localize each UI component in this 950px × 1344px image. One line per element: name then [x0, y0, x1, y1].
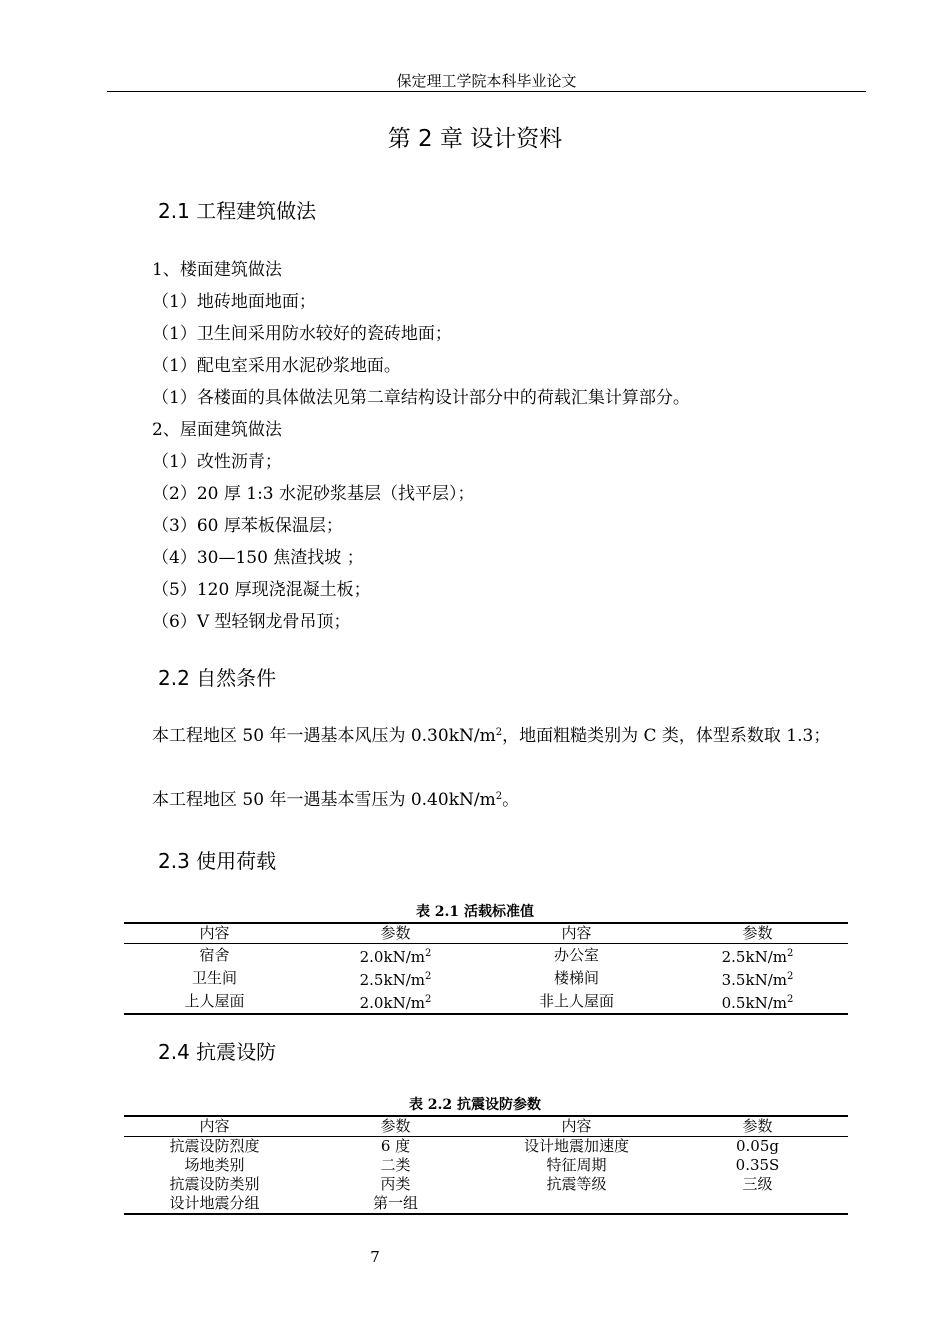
- table-header-cell: 内容: [124, 1116, 305, 1137]
- list-item: （6）V 型轻钢龙骨吊顶；: [152, 612, 351, 632]
- list-item: （5）120 厚现浇混凝土板；: [152, 580, 371, 600]
- table-caption-2-2: 表 2.2 抗震设防参数: [408, 1097, 542, 1113]
- list-item: （4）30—150 焦渣找坡 ；: [152, 548, 364, 568]
- chapter-title: 第 2 章 设计资料: [387, 126, 563, 152]
- value: 0.5kN/m: [721, 994, 787, 1012]
- list-item: 2、屋面建筑做法: [152, 420, 282, 440]
- table-cell: 0.35S: [735, 1156, 780, 1174]
- snow-unit-sup: 2: [495, 791, 503, 802]
- snow-text-b: 。: [502, 790, 520, 810]
- table-row: [124, 1194, 848, 1214]
- section-title-2-3: 2.3 使用荷载: [158, 849, 277, 873]
- unit-sup: 2: [424, 948, 432, 959]
- value: 2.5kN/m: [721, 948, 787, 966]
- table-row: [124, 1156, 848, 1175]
- wind-pressure-paragraph: [113, 717, 861, 752]
- unit-sup: 2: [424, 994, 432, 1005]
- value: 2.5kN/m: [359, 971, 425, 989]
- table-cell: [667, 944, 848, 968]
- table-header-cell: 内容: [486, 1116, 667, 1137]
- table-cell: 0.05g: [735, 1137, 779, 1155]
- table-cell: 二类: [380, 1156, 411, 1174]
- table-cell: 场地类别: [184, 1156, 245, 1174]
- table-header-cell: 参数: [305, 923, 486, 944]
- table-cell: 抗震等级: [546, 1175, 607, 1193]
- table-cell: 非上人屋面: [538, 992, 614, 1010]
- wind-text-b: ，地面粗糙类别为 C 类，体型系数取 1.3；: [502, 726, 831, 746]
- table-cell: 抗震设防烈度: [169, 1137, 260, 1155]
- value: 2.0kN/m: [359, 994, 425, 1012]
- section-title-2-2: 2.2 自然条件: [158, 666, 277, 690]
- table-header-cell: 内容: [486, 923, 667, 944]
- unit-sup: 2: [786, 994, 794, 1005]
- table-cell: 宿舍: [199, 946, 230, 964]
- table-cell: 设计地震加速度: [523, 1137, 629, 1155]
- value: 2.0kN/m: [359, 948, 425, 966]
- table-cell: 三级: [742, 1175, 773, 1193]
- list-item: （2）20 厚 1:3 水泥砂浆基层（找平层）；: [152, 484, 475, 504]
- table-caption-2-1: 表 2.1 活载标准值: [415, 904, 535, 920]
- section-title-2-1: 2.1 工程建筑做法: [158, 199, 317, 223]
- table-cell: 卫生间: [191, 969, 237, 987]
- list-item: （3）60 厚苯板保温层；: [152, 516, 343, 536]
- table-cell: [667, 1194, 848, 1214]
- snow-pressure-paragraph: [113, 781, 861, 816]
- table-header-cell: 参数: [667, 923, 848, 944]
- table-cell: 上人屋面: [184, 992, 245, 1010]
- table-cell: [305, 990, 486, 1014]
- table-cell: 丙类: [380, 1175, 411, 1193]
- table-row: [124, 944, 848, 968]
- list-item: （1）卫生间采用防水较好的瓷砖地面；: [152, 324, 452, 344]
- table-cell: 办公室: [553, 946, 599, 964]
- value: 3.5kN/m: [721, 971, 787, 989]
- table-cell: 第一组: [372, 1194, 418, 1212]
- list-item: 1、楼面建筑做法: [152, 260, 282, 280]
- table-header-row: [124, 923, 848, 944]
- list-item: （1）配电室采用水泥砂浆地面。: [152, 356, 401, 376]
- table-row: [124, 990, 848, 1014]
- table-row: [124, 1137, 848, 1157]
- table-header-cell: 参数: [305, 1116, 486, 1137]
- table-row: [124, 1175, 848, 1194]
- table-header-cell: 内容: [124, 923, 305, 944]
- table-header-cell: 参数: [667, 1116, 848, 1137]
- table-row: [124, 967, 848, 990]
- table-cell: [667, 990, 848, 1014]
- unit-sup: 2: [786, 971, 794, 982]
- table-cell: 抗震设防类别: [169, 1175, 260, 1193]
- section-title-2-4: 2.4 抗震设防: [158, 1040, 277, 1064]
- unit-sup: 2: [786, 948, 794, 959]
- wind-unit-sup: 2: [495, 727, 503, 738]
- table-cell: 设计地震分组: [169, 1194, 260, 1212]
- seismic-table: [124, 1115, 848, 1215]
- table-cell: 特征周期: [546, 1156, 607, 1174]
- table-cell: [667, 967, 848, 990]
- table-cell: [486, 1194, 667, 1214]
- table-header-row: [124, 1116, 848, 1137]
- table-cell: [305, 944, 486, 968]
- live-load-table: [124, 922, 848, 1015]
- wind-text-a: 本工程地区 50 年一遇基本风压为 0.30kN/m: [152, 726, 496, 746]
- list-item: （1）地砖地面地面；: [152, 292, 316, 312]
- page-header: 保定理工学院本科毕业论文: [107, 70, 866, 92]
- snow-text-a: 本工程地区 50 年一遇基本雪压为 0.40kN/m: [152, 790, 496, 810]
- page-number: 7: [370, 1248, 380, 1266]
- table-cell: 楼梯间: [553, 969, 599, 987]
- list-item: （1）改性沥青；: [152, 452, 282, 472]
- table-cell: [305, 967, 486, 990]
- list-item: （1）各楼面的具体做法见第二章结构设计部分中的荷载汇集计算部分。: [152, 388, 690, 408]
- unit-sup: 2: [424, 971, 432, 982]
- table-cell: 6 度: [380, 1137, 411, 1155]
